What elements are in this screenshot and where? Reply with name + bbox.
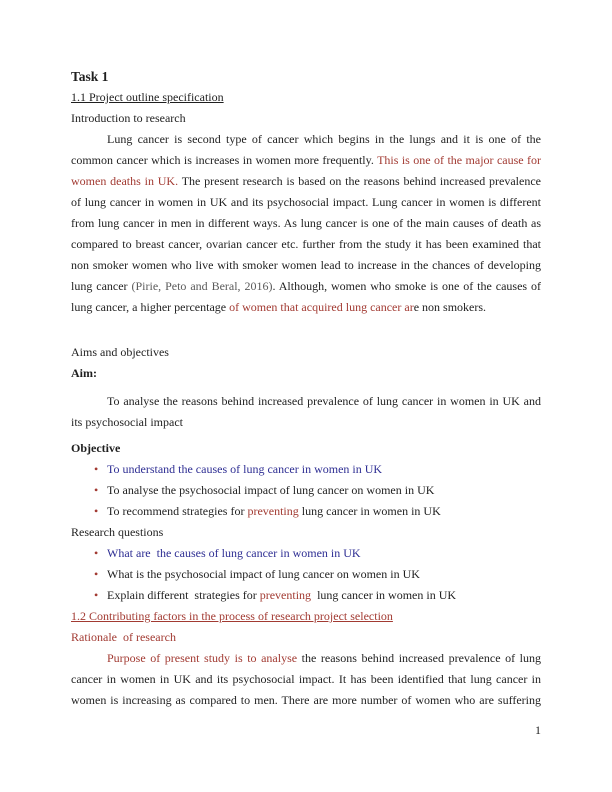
list-item [71,480,541,501]
highlighted-red-text: Purpose of present study is to analyse [107,651,298,665]
rationale-label: Rationale of research [71,630,176,644]
list-item [71,585,541,606]
highlighted-red-text: This is one of the major cause for women deaths in UK. [71,153,542,188]
page-number: 1 [535,723,541,737]
text-segment: . Although, women who smoke is one of the causes of lung cancer, a higher percentage [71,279,541,314]
list-item [71,459,541,480]
bullet-icon: • [94,567,99,581]
citation-text: (Pirie, Peto and Beral, 2016) [131,279,273,293]
question-text: What is the psychosocial impact of lung cancer on women in UK [107,567,420,581]
highlighted-red-text: preventing [259,588,312,602]
list-item [71,564,541,585]
list-item [71,543,541,564]
bullet-icon: • [94,546,99,560]
question-text: Explain different strategies for [107,588,260,602]
objective-text: To recommend strategies for [107,504,248,518]
task-heading: Task 1 [71,69,109,84]
text-segment: the reasons behind increased prevalence of lung cancer in women in UK and its psychosocial impact. It has been identified that lung cancer in women is increasing as compared to men. There are more number of women who are suffering [71,651,542,707]
bullet-icon: • [94,462,99,476]
objective-text: To understand the causes of lung cancer in women in UK [107,462,383,476]
aim-label: Aim: [71,366,97,380]
list-item [71,501,541,522]
text-segment: The present research is based on the reasons behind increased prevalence of lung cancer in women in UK and its psychosocial impact. Lung cancer in women is different from lung cancer in men in different ways. As lung cancer is one of the main causes of death as compared to breast cancer, ovarian cancer etc. further from the study it has been examined that non smoker women who live with smoker women lead to increase in the chances of developing lung cancer [71,174,541,293]
highlighted-red-text: preventing [247,504,299,518]
text-segment: Lung cancer is second type of cancer which begins in the lungs and it is one of the common cancer which is increases in women more frequently. [71,132,541,167]
research-questions-label: Research questions [71,525,164,539]
bullet-icon: • [94,483,99,497]
text-segment: e non smokers. [413,300,487,314]
aim-paragraph: To analyse the reasons behind increased prevalence of lung cancer in women in UK and its psychosocial impact [71,394,541,429]
questions-list [71,543,541,606]
section-1-1-heading: 1.1 Project outline specification [71,90,224,104]
bullet-icon: • [94,588,99,602]
highlighted-red-text: of women that acquired lung cancer ar [229,300,414,314]
introduction-paragraph [71,129,541,318]
objective-label: Objective [71,441,121,455]
introduction-label: Introduction to research [71,111,186,125]
section-1-2-heading: 1.2 Contributing factors in the process of research project selection [71,609,393,623]
aims-objectives-label: Aims and objectives [71,345,169,359]
rationale-paragraph [71,648,541,711]
objectives-list [71,459,541,522]
objective-text: To analyse the psychosocial impact of lung cancer on women in UK [107,483,435,497]
question-text: lung cancer in women in UK [311,588,457,602]
objective-text: lung cancer in women in UK [298,504,441,518]
bullet-icon: • [94,504,99,518]
question-text: What are the causes of lung cancer in women in UK [107,546,361,560]
